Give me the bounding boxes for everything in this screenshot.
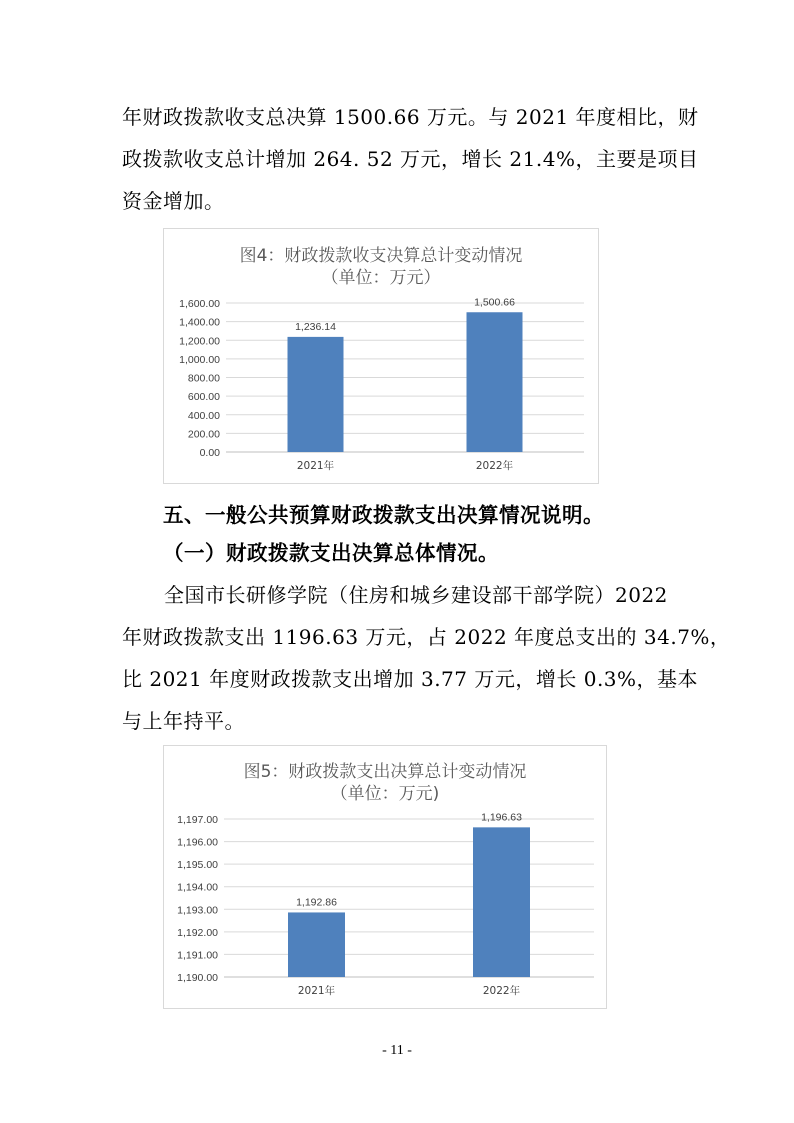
data-label: 1,196.63: [481, 811, 522, 824]
chart-title: 图4：财政拨款收支决算总计变动情况: [239, 246, 523, 266]
body-line: 比 2021 年度财政拨款支出增加 3.77 万元，增长 0.3%，基本: [122, 667, 699, 691]
bar-2021年: [288, 912, 345, 977]
intro-paragraph: [122, 96, 699, 222]
data-label: 1,500.66: [474, 296, 515, 309]
y-tick-label: 800.00: [187, 372, 220, 385]
x-tick-label: 2022年: [475, 460, 514, 472]
chart-subtitle: （单位：万元）: [321, 268, 441, 288]
chart-fig4: [163, 228, 599, 484]
chart-title: 图5：财政拨款支出决算总计变动情况: [243, 762, 527, 782]
data-label: 1,192.86: [296, 896, 337, 909]
section-body-paragraph: [122, 574, 731, 742]
y-tick-label: 1,195.00: [177, 859, 218, 872]
page-number: - 11 -: [382, 1043, 412, 1058]
bar-2022年: [467, 312, 523, 452]
chart-fig5: [163, 745, 607, 1009]
x-tick-label: 2021年: [297, 985, 336, 997]
y-tick-label: 1,190.00: [177, 972, 218, 984]
y-tick-label: 1,197.00: [177, 814, 218, 826]
y-tick-label: 1,200.00: [179, 335, 220, 348]
data-label: 1,236.14: [295, 320, 336, 333]
chart-fig5-svg: [164, 746, 606, 1008]
y-tick-label: 400.00: [187, 409, 220, 422]
y-tick-label: 1,196.00: [177, 836, 218, 849]
intro-line: 政拨款收支总计增加 264. 52 万元，增长 21.4%，主要是项目: [122, 147, 699, 171]
intro-line: 年财政拨款收支总决算 1500.66 万元。与 2021 年度相比，财: [122, 105, 699, 129]
bar-2022年: [473, 827, 530, 977]
y-tick-label: 1,191.00: [177, 949, 218, 962]
chart-fig4-svg: [164, 229, 598, 483]
bar-2021年: [288, 337, 344, 452]
body-line: 年财政拨款支出 1196.63 万元，占 2022 年度总支出的 34.7%，: [122, 625, 731, 649]
body-line: 全国市长研修学院（住房和城乡建设部干部学院）2022: [164, 583, 668, 607]
y-tick-label: 1,000.00: [179, 353, 220, 366]
section-heading: 五、一般公共预算财政拨款支出决算情况说明。: [163, 503, 604, 527]
y-tick-label: 0.00: [199, 447, 220, 459]
y-tick-label: 1,193.00: [177, 904, 218, 917]
chart-subtitle: （单位：万元): [330, 784, 440, 804]
body-line: 与上年持平。: [122, 709, 245, 733]
intro-line: 资金增加。: [122, 189, 225, 213]
y-tick-label: 1,600.00: [179, 298, 220, 310]
x-tick-label: 2021年: [296, 460, 335, 472]
y-tick-label: 200.00: [187, 428, 220, 441]
y-tick-label: 1,400.00: [179, 316, 220, 329]
x-tick-label: 2022年: [482, 985, 521, 997]
y-tick-label: 600.00: [187, 391, 220, 404]
y-tick-label: 1,194.00: [177, 881, 218, 894]
section-subheading: （一）财政拨款支出决算总体情况。: [163, 541, 499, 565]
y-tick-label: 1,192.00: [177, 926, 218, 939]
